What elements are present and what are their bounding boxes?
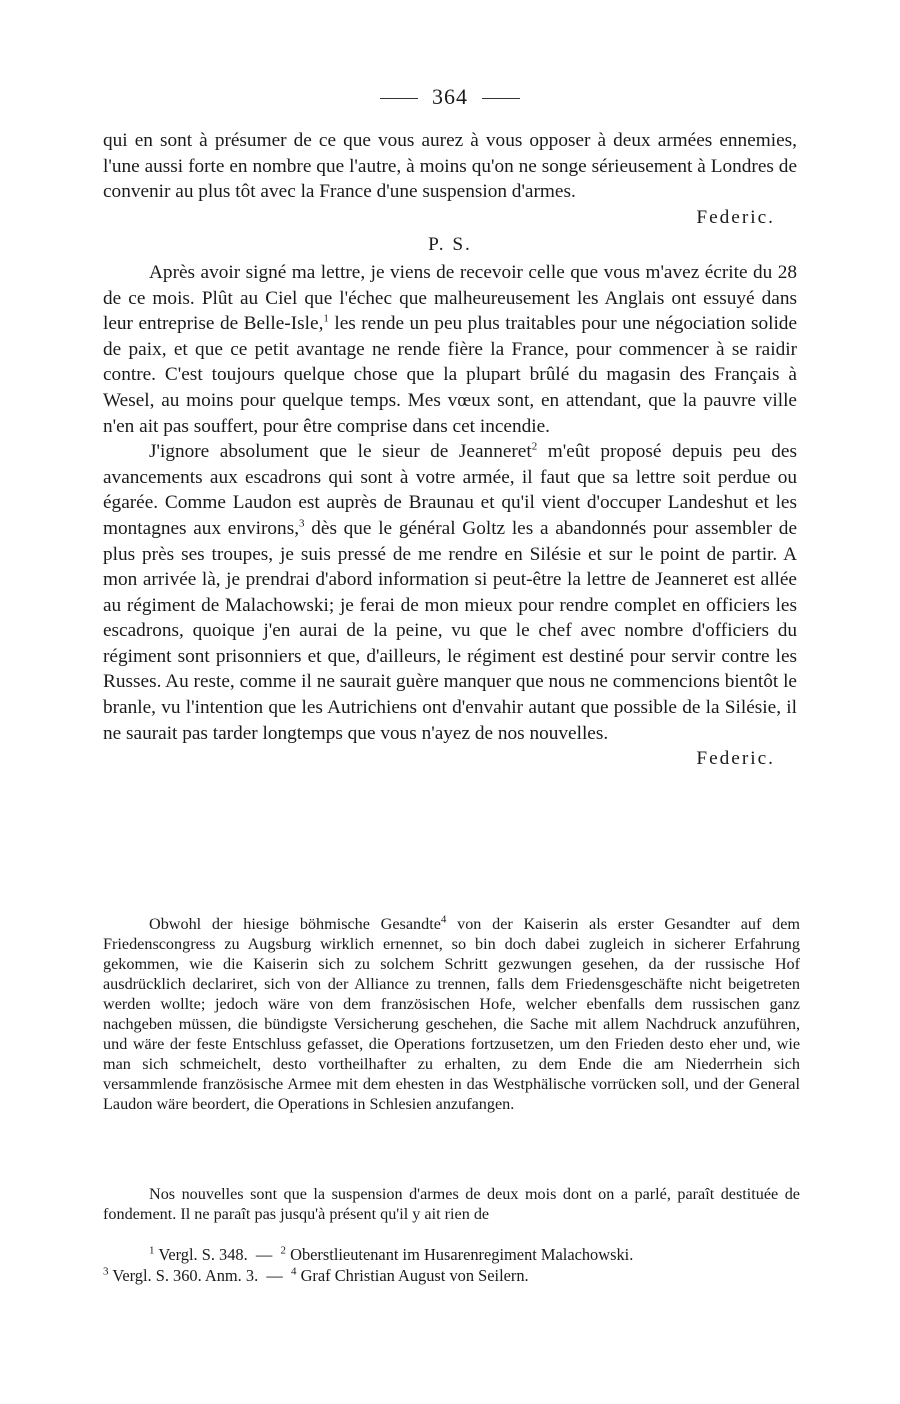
- postscript-paragraph-1: [103, 260, 797, 439]
- postscript-heading: P. S.: [428, 234, 472, 256]
- footnote-text: Oberstlieutenant im Husarenregiment Malachowski.: [290, 1245, 634, 1264]
- footnote-ref: 2: [531, 440, 538, 453]
- page-header: [0, 84, 900, 110]
- footnote-ref: 4: [440, 913, 447, 926]
- text-run: von der Kaiserin als erster Gesandter auf dem Friedenscongress zu Augsburg wirklich ernennet, so bin doch dabei zugleich in sicherer Erfahrung gekommen, wie die Kaiserin sich zu solchem Schritt gezwungen gesehen, da der russische Hof ausdrücklich declariret, sich von der Alliance zu trennen, falls dem Friedensgeschäfte nicht beigetreten werden wollte; jedoch wäre von dem französischen Hofe, welcher ebenfalls dem russischen ganz nachgeben müssen, die bündigste Versicherung geschehen, die Sache mit allem Nachdruck anzuführen, und wäre der feste Entschluss gefasset, die Operations fortzusetzen, um den Frieden desto eher und, wie man sich schmeichelt, desto vortheilhafter zu erhalten, zu dem Ende die am Niederrhein sich versammlende französische Armee mit dem ehesten in das Westphälische vorrücken soll, und der General Laudon wäre beordert, die Operations in Schlesien anzufangen.: [103, 915, 800, 1113]
- letter-signature: Federic.: [696, 206, 775, 228]
- footnotes: [103, 1244, 800, 1286]
- footnote-mark: 1: [149, 1244, 155, 1257]
- enclosure-text: [103, 914, 800, 1114]
- footnote-text: Graf Christian August von Seilern.: [300, 1266, 529, 1285]
- footnote-separator: —: [266, 1266, 283, 1285]
- page-number: 364: [432, 84, 468, 109]
- text-run: J'ignore absolument que le sieur de Jeanneret: [149, 441, 532, 463]
- footnote-mark: 4: [290, 1265, 297, 1278]
- footnote-separator: —: [255, 1245, 273, 1264]
- footnote-mark: 2: [280, 1244, 287, 1257]
- letter-closing-paragraph: qui en sont à présumer de ce que vous aurez à vous opposer à deux armées ennemies, l'une aussi forte en nombre que l'autre, à moins qu'on ne songe sérieusement à Londres de convenir au plus tôt avec la France d'une suspension d'armes.: [103, 130, 797, 203]
- enclosure-paragraph: [103, 914, 800, 1114]
- header-rule-right: [482, 98, 520, 99]
- footnote-text: Vergl. S. 348.: [158, 1245, 248, 1264]
- postscript-paragraph-2: [103, 439, 797, 746]
- footnote-line-2: [103, 1265, 800, 1286]
- text-run: dès que le général Goltz les a abandonnés pour assembler de plus près ses troupes, je suis pressé de me rendre en Silésie et sur le point de partir. A mon arrivée là, je prendrai d'abord information si peut-être la lettre de Jeanneret est allée au régiment de Malachowski; je ferai de mon mieux pour rendre complet en officiers les escadrons, quoique j'en aurai de la peine, vu que le chef avec nombre d'officiers du régiment sont prisonniers et que, d'ailleurs, le régiment est destiné pour servir contre les Russes. Au reste, comme il ne saurait guère manquer que nous ne commencions bientôt le branle, vu l'intention que les Autrichiens ont d'envahir autant que possible de la Silésie, il ne saurait pas tarder longtemps que vous n'ayez de nos nouvelles.: [103, 517, 797, 744]
- reply-paragraph: Nos nouvelles sont que la suspension d'armes de deux mois dont on a parlé, paraît destituée de fondement. Il ne paraît pas jusqu'à présent qu'il y ait rien de: [103, 1185, 800, 1223]
- text-run: m'eût proposé depuis peu des avancements aux escadrons qui sont à votre armée, il faut que sa lettre soit perdue ou égarée. Comme Laudon est auprès de Braunau et qu'il vient d'occuper Landeshut et les montagnes aux environs,: [103, 441, 797, 539]
- postscript-signature: Federic.: [696, 748, 775, 770]
- text-run: Obwohl der hiesige böhmische Gesandte: [149, 915, 441, 933]
- footnote-text: Vergl. S. 360. Anm. 3.: [112, 1266, 259, 1285]
- footnote-ref: 1: [323, 312, 329, 325]
- header-rule-left: [380, 98, 418, 99]
- footnote-ref: 3: [299, 517, 305, 530]
- text-run: Après avoir signé ma lettre, je viens de recevoir celle que vous m'avez écrite du 28 de ce mois. Plût au Ciel que l'échec que malheureusement les Anglais ont essuyé dans leur entreprise de Belle-Isle,: [103, 261, 797, 335]
- reply-text: [103, 1184, 800, 1224]
- footnote-mark: 3: [103, 1265, 109, 1278]
- footnote-line-1: [103, 1244, 800, 1265]
- text-run: les rende un peu plus traitables pour une négociation solide de paix, et que ce petit avantage ne rende fière la France, pour commencer à se raidir contre. C'est toujours quelque chose que la plupart brûlé du magasin des Français à Wesel, au moins pour quelque temps. Mes vœux sont, en attendant, que la pauvre ville n'en ait pas souffert, pour être comprise dans cet incendie.: [103, 313, 797, 437]
- main-text: [103, 128, 797, 772]
